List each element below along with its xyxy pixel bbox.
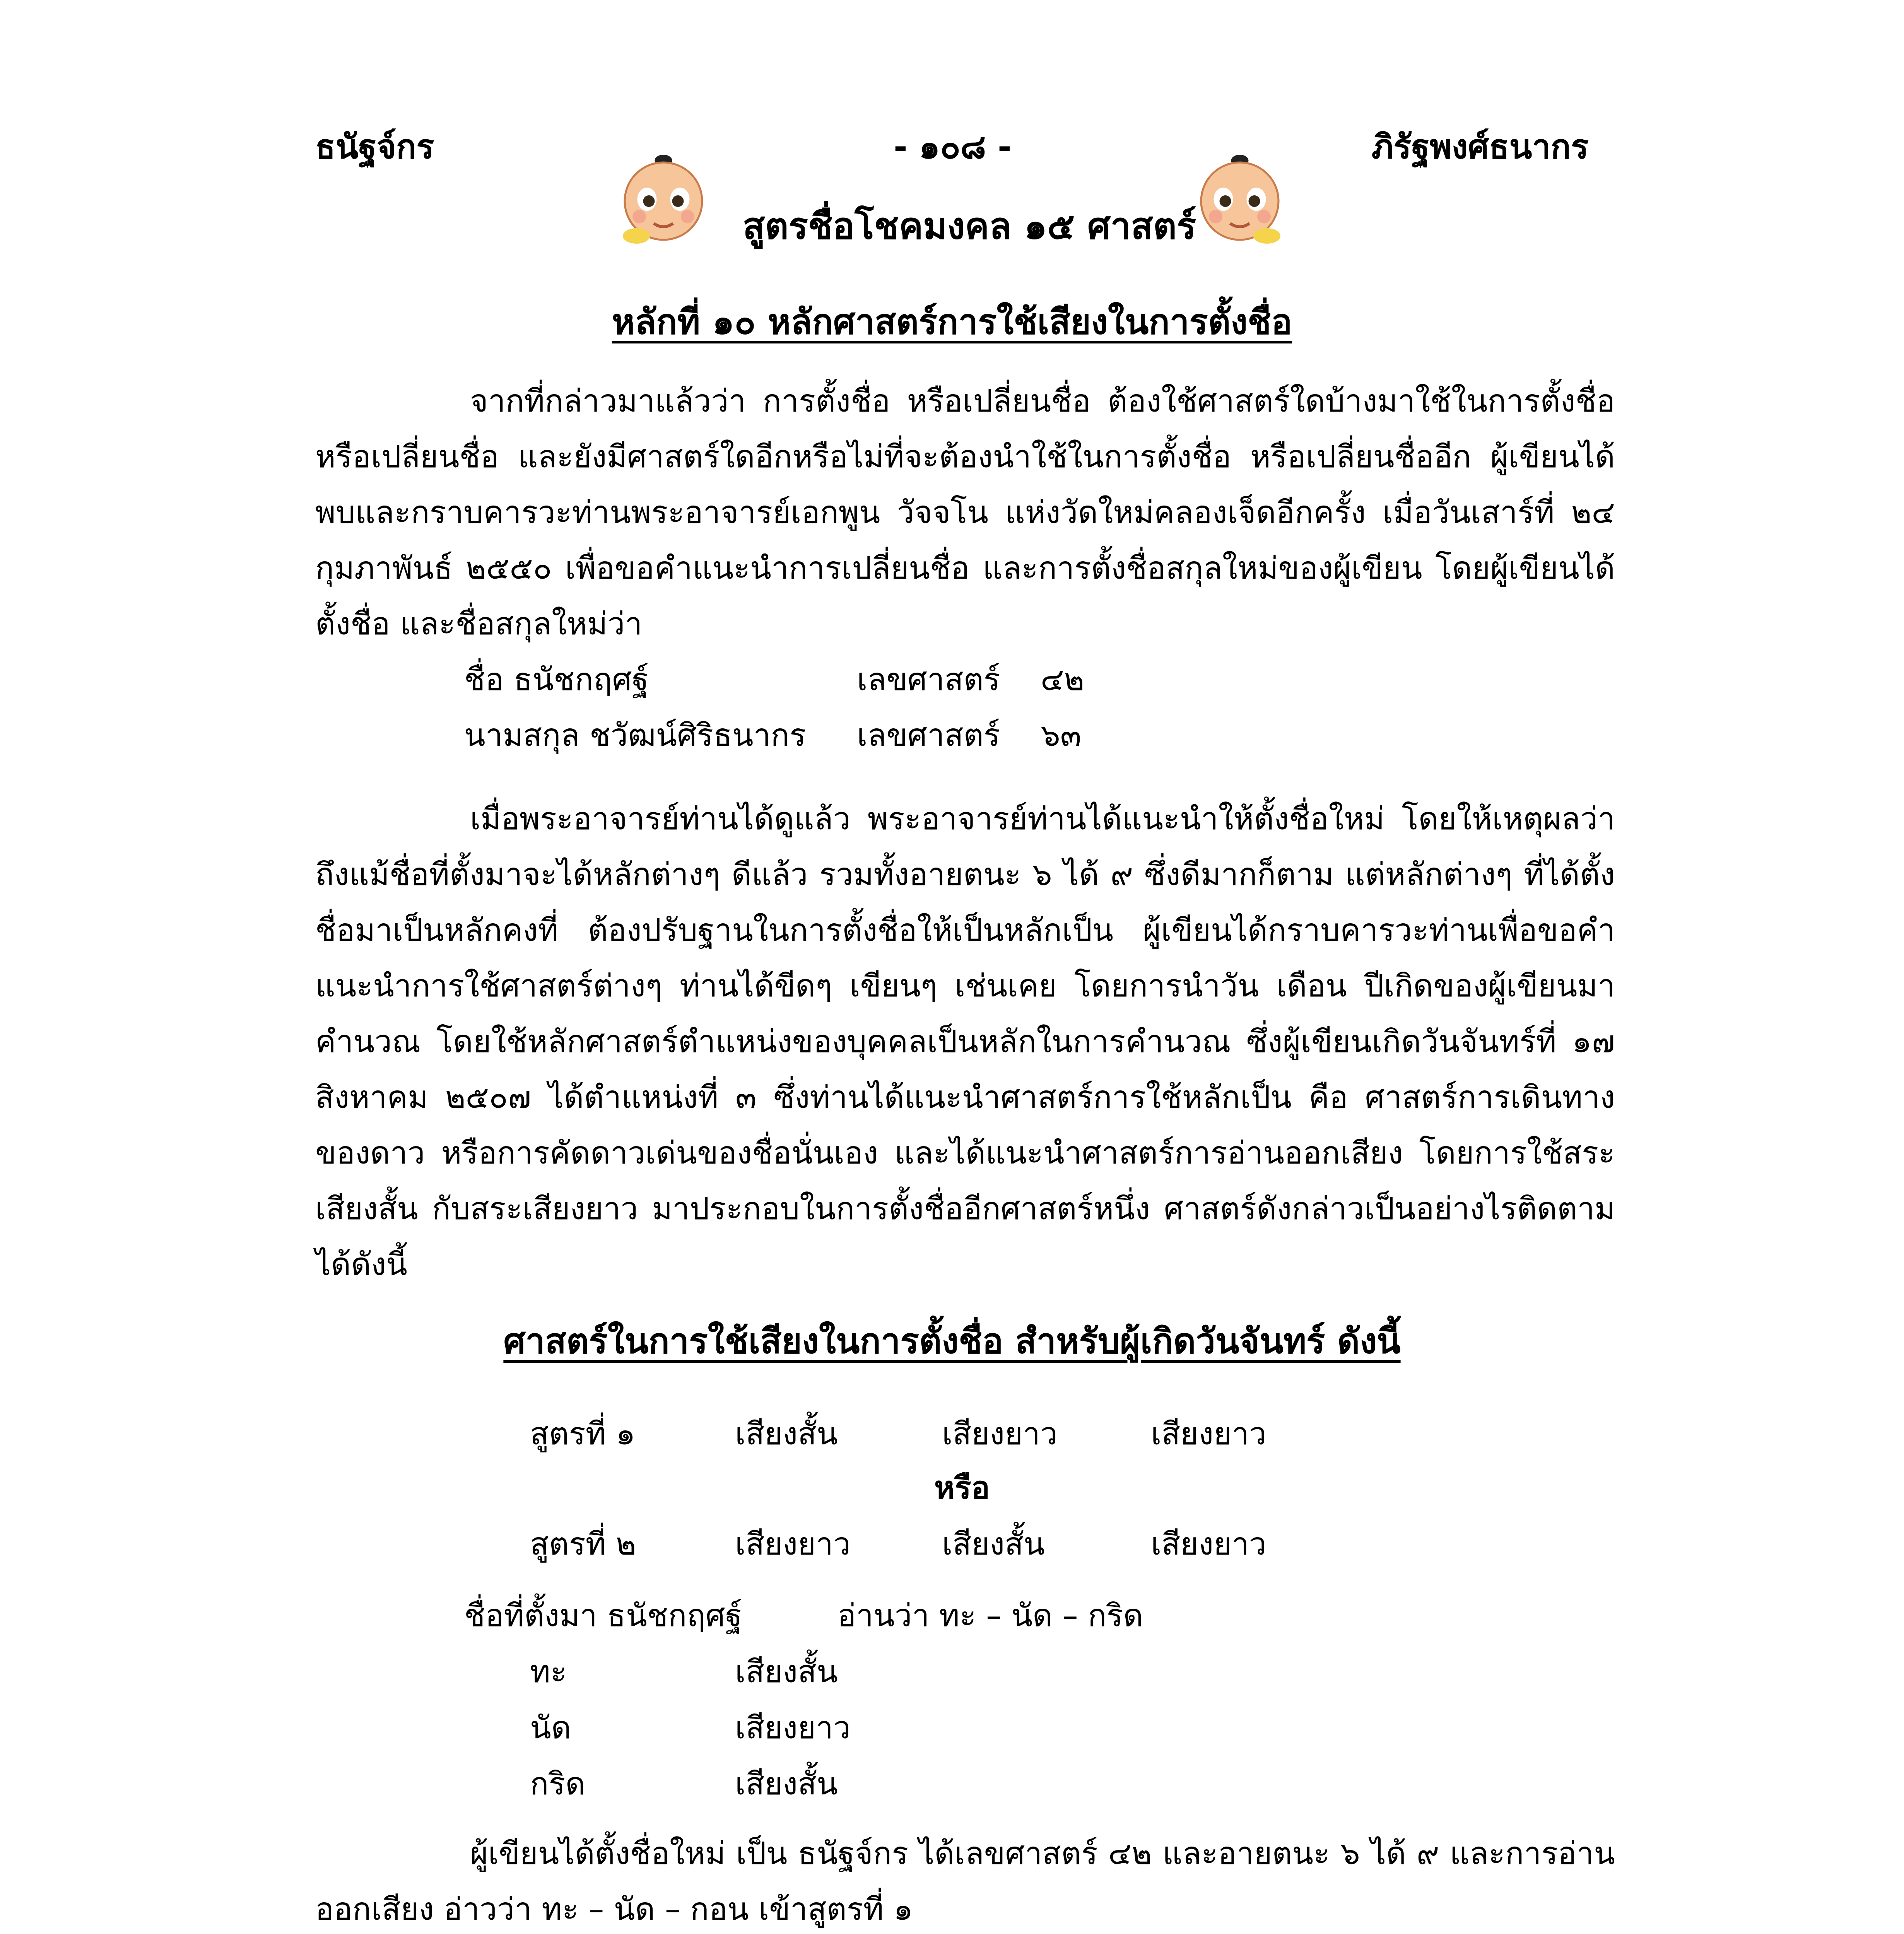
old-name-reading: อ่านว่า ทะ – นัด – กริด xyxy=(837,1597,1143,1633)
formula-heading: ศาสตร์ในการใช้เสียงในการตั้งชื่อ สำหรับผู้เกิดวันจันทร์ ดังนี้ xyxy=(503,1321,1401,1362)
syllable: กริด xyxy=(530,1766,586,1802)
baby-face-mascot-icon xyxy=(1191,151,1288,248)
numerology-value: ๔๒ xyxy=(1041,661,1085,697)
surname-label: นามสกุล ชวัฒน์ศิริธนากร xyxy=(464,717,806,753)
syllable-sound: เสียงยาว xyxy=(735,1710,851,1746)
paragraph-new-name: ผู้เขียนได้ตั้งชื่อใหม่ เป็น ธนัฐจ์กร ได้เลขศาสตร์ ๔๒ และอายตนะ ๖ ได้ ๙ และการอ่านออกเสียง อ่าวว่า ทะ – นัด – กอน เข้าสูตรที่ ๑ xyxy=(315,1835,1615,1927)
syllable: นัด xyxy=(530,1710,571,1746)
numerology-label: เลขศาสตร์ xyxy=(857,717,1000,753)
or-label: หรือ xyxy=(934,1470,990,1506)
old-name-intro: ชื่อที่ตั้งมา ธนัชกฤศฐ์ xyxy=(464,1597,742,1633)
syllable-sound: เสียงสั้น xyxy=(735,1766,838,1802)
name-label: ชื่อ ธนัชกฤศฐ์ xyxy=(464,661,649,697)
header-right-name: ภิรัฐพงศ์ธนากร xyxy=(1371,128,1589,166)
paragraph-explanation: เมื่อพระอาจารย์ท่านได้ดูแล้ว พระอาจารย์ท่านได้แนะนำให้ตั้งชื่อใหม่ โดยให้เหตุผลว่า ถึงแม้ชื่อที่ตั้งมาจะได้หลักต่างๆ ดีแล้ว รวมทั้งอายตนะ ๖ ได้ ๙ ซึ่งดีมากก็ตาม แต่หลักต่างๆ ที่ได้ตั้งชื่อมาเป็นหลักคงที่ ต้องปรับฐานในการตั้งชื่อให้เป็นหลักเป็น ผู้เขียนได้กราบคารวะท่านเพื่อขอคำแนะนำการใช้ศาสตร์ต่างๆ ท่านได้ขีดๆ เขียนๆ เช่นเคย โดยการนำวัน เดือน ปีเกิดของผู้เขียนมาคำนวณ โดยใช้หลักศาสตร์ตำแหน่งของบุคคลเป็นหลักในการคำนวณ ซึ่งผู้เขียนเกิดวันจันทร์ที่ ๑๗ สิงหาคม ๒๕๐๗ ได้ตำแหน่งที่ ๓ ซึ่งท่านได้แนะนำศาสตร์การใช้หลักเป็น คือ ศาสตร์การเดินทางของดาว หรือการคัดดาวเด่นของชื่อนั่นเอง และได้แนะนำศาสตร์การอ่านออกเสียง โดยการใช้สระเสียงสั้น กับสระเสียงยาว มาประกอบในการตั้งชื่ออีกศาสตร์หนึ่ง ศาสตร์ดังกล่าวเป็นอย่างไรติดตามได้ดังนี้ xyxy=(315,801,1615,1282)
header-left-name: ธนัฐจ์กร xyxy=(315,128,434,166)
formula-sound: เสียงยาว xyxy=(942,1416,1058,1452)
numerology-value: ๖๓ xyxy=(1041,717,1082,753)
formula-sound: เสียงสั้น xyxy=(942,1526,1045,1562)
formula-name: สูตรที่ ๒ xyxy=(530,1526,636,1562)
syllable: ทะ xyxy=(530,1654,567,1690)
formula-name: สูตรที่ ๑ xyxy=(530,1416,636,1452)
formula-sound: เสียงยาว xyxy=(1151,1416,1266,1452)
section-heading: หลักที่ ๑๐ หลักศาสตร์การใช้เสียงในการตั้งชื่อ xyxy=(612,302,1292,342)
numerology-label: เลขศาสตร์ xyxy=(857,661,1000,697)
baby-face-mascot-icon xyxy=(615,151,712,248)
paragraph-intro: จากที่กล่าวมาแล้วว่า การตั้งชื่อ หรือเปลี่ยนชื่อ ต้องใช้ศาสตร์ใดบ้างมาใช้ในการตั้งชื่อ หรือเปลี่ยนชื่อ และยังมีศาสตร์ใดอีกหรือไม่ที่จะต้องนำใช้ในการตั้งชื่อ หรือเปลี่ยนชื่ออีก ผู้เขียนได้พบและกราบคารวะท่านพระอาจารย์เอกพูน วัจจโน แห่งวัดใหม่คลองเจ็ดอีกครั้ง เมื่อวันเสาร์ที่ ๒๔ กุมภาพันธ์ ๒๕๕๐ เพื่อขอคำแนะนำการเปลี่ยนชื่อ และการตั้งชื่อสกุลใหม่ของผู้เขียน โดยผู้เขียนได้ตั้งชื่อ และชื่อสกุลใหม่ว่า xyxy=(315,383,1615,642)
page-number: - ๑๐๘ - xyxy=(894,128,1012,166)
page-title: สูตรชื่อโชคมงคล ๑๕ ศาสตร์ xyxy=(743,205,1196,248)
formula-sound: เสียงยาว xyxy=(735,1526,851,1562)
formula-sound: เสียงสั้น xyxy=(735,1416,838,1452)
syllable-sound: เสียงสั้น xyxy=(735,1654,838,1690)
formula-sound: เสียงยาว xyxy=(1151,1526,1266,1562)
